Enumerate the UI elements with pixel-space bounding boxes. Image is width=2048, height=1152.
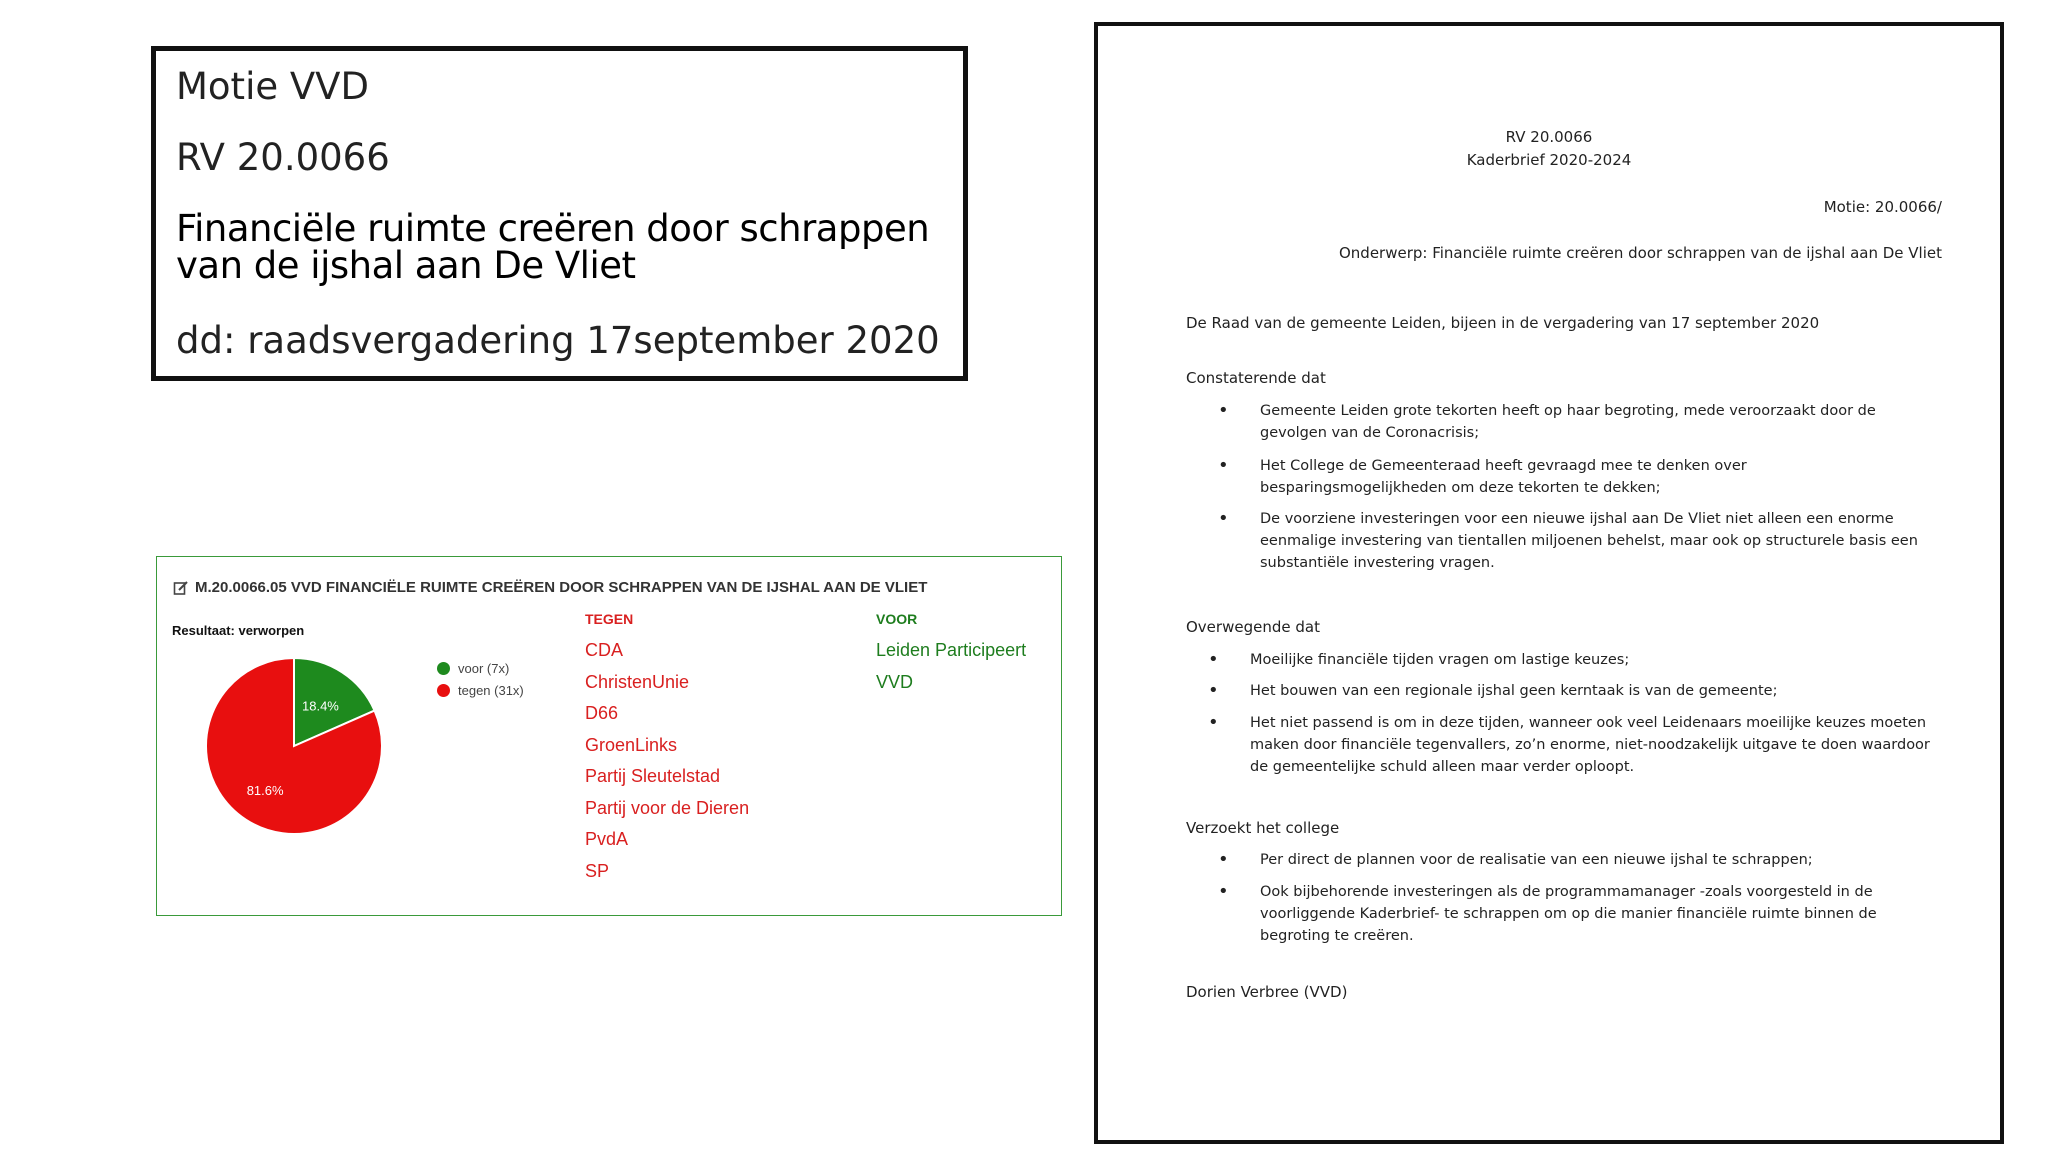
list-item-line: maken door financiële tegenvallers, zo’n enorme, niet-noodzakelijk uitgave te doen waardoor — [1250, 737, 1930, 753]
voor-header: VOOR — [876, 611, 918, 627]
constaterende-list — [1098, 400, 2000, 578]
doc-rv-number: RV 20.0066 — [1505, 128, 1593, 146]
doc-kaderbrief: Kaderbrief 2020-2024 — [1466, 151, 1632, 169]
pie-legend — [437, 657, 524, 701]
list-item-line: Gemeente Leiden grote tekorten heeft op haar begroting, mede veroorzaakt door de — [1260, 403, 1876, 419]
list-item-line: gevolgen van de Coronacrisis; — [1260, 425, 1480, 441]
meeting-date: dd: raadsvergadering 17september 2020 — [176, 319, 940, 363]
rv-number: RV 20.0066 — [176, 135, 390, 179]
tegen-column — [585, 611, 749, 887]
party-tegen: ChristenUnie — [585, 671, 690, 692]
doc-onderwerp: Onderwerp: Financiële ruimte creëren door schrappen van de ijshal aan De Vliet — [1338, 244, 1942, 262]
doc-signature: Dorien Verbree (VVD) — [1186, 983, 1348, 1001]
pie-label-tegen: 81.6% — [246, 783, 284, 799]
party-tegen: GroenLinks — [585, 734, 678, 755]
vote-result: Resultaat: verworpen — [172, 623, 305, 638]
list-item-line: Moeilijke financiële tijden vragen om lastige keuzes; — [1250, 652, 1630, 668]
bullet-icon: • — [1208, 649, 1219, 670]
list-item — [1098, 712, 2000, 782]
list-item-line: de gemeentelijke schuld alleen maar verder oploopt. — [1250, 759, 1635, 775]
list-item-line: voorliggende Kaderbrief- te schrappen om op die manier financiële ruimte binnen de — [1260, 906, 1877, 922]
motion-title: Financiële ruimte creëren door schrappen van de ijshal aan De Vliet — [176, 207, 930, 288]
party-tegen: PvdA — [585, 829, 629, 849]
bullet-icon: • — [1208, 712, 1219, 733]
party-tegen: Partij Sleutelstad — [585, 766, 721, 786]
list-item-line: Het College de Gemeenteraad heeft gevraagd mee te denken over — [1260, 458, 1747, 474]
list-item — [1098, 455, 2000, 508]
list-item-line: De voorziene investeringen voor een nieuwe ijshal aan De Vliet niet alleen een enorme — [1260, 511, 1894, 527]
list-item — [1098, 849, 2000, 881]
motion-title-box — [151, 46, 968, 381]
legend-item-tegen — [437, 679, 524, 701]
list-item-line: Het niet passend is om in deze tijden, wanneer ook veel Leidenaars moeilijke keuzes moeten — [1250, 715, 1927, 731]
tegen-header: TEGEN — [585, 611, 634, 627]
voor-column — [876, 611, 1026, 698]
vote-panel-header — [173, 579, 927, 596]
vote-result-panel — [156, 556, 1062, 916]
list-item — [1098, 508, 2000, 578]
doc-overwegende-heading: Overwegende dat — [1186, 618, 1320, 636]
motion-document — [1094, 22, 2004, 1144]
overwegende-list — [1098, 649, 2000, 782]
legend-voor-swatch — [437, 662, 450, 675]
party-voor: VVD — [876, 671, 914, 692]
bullet-icon: • — [1208, 680, 1219, 701]
party-tegen: D66 — [585, 703, 619, 723]
party-tegen: SP — [585, 860, 610, 881]
bullet-icon: • — [1218, 400, 1229, 421]
list-item — [1098, 400, 2000, 455]
party-voor: Leiden Participeert — [876, 640, 1027, 660]
list-item — [1098, 649, 2000, 680]
vote-pie-chart — [203, 655, 385, 837]
doc-motie-number: Motie: 20.0066/ — [1823, 198, 1942, 216]
doc-verzoekt-heading: Verzoekt het college — [1186, 819, 1340, 837]
list-item-line: besparingsmogelijkheden om deze tekorten te dekken; — [1260, 480, 1661, 496]
legend-tegen-swatch — [437, 684, 450, 697]
motion-label: Motie VVD — [176, 65, 369, 108]
list-item-line: begroting te creëren. — [1260, 928, 1414, 944]
legend-tegen-label: tegen (31x) — [458, 682, 524, 698]
list-item-line: Ook bijbehorende investeringen als de programmamanager -zoals voorgesteld in de — [1260, 884, 1873, 900]
bullet-icon: • — [1218, 849, 1229, 870]
doc-intro: De Raad van de gemeente Leiden, bijeen in de vergadering van 17 september 2020 — [1186, 314, 1820, 332]
party-tegen: CDA — [585, 640, 624, 660]
list-item-line: Per direct de plannen voor de realisatie van een nieuwe ijshal te schrappen; — [1260, 852, 1813, 868]
edit-icon — [173, 580, 189, 596]
doc-constaterende-heading: Constaterende dat — [1186, 369, 1326, 387]
legend-voor-label: voor (7x) — [458, 660, 510, 676]
list-item — [1098, 680, 2000, 712]
list-item — [1098, 881, 2000, 951]
bullet-icon: • — [1218, 508, 1229, 529]
vote-motion-title: M.20.0066.05 VVD FINANCIËLE RUIMTE CREËREN DOOR SCHRAPPEN VAN DE IJSHAL AAN DE VLIET — [195, 579, 928, 596]
list-item-line: Het bouwen van een regionale ijshal geen kerntaak is van de gemeente; — [1250, 683, 1778, 699]
legend-item-voor — [437, 657, 524, 679]
verzoekt-list — [1098, 849, 2000, 951]
list-item-line: substantiële investering vragen. — [1260, 555, 1495, 571]
bullet-icon: • — [1218, 455, 1229, 476]
list-item-line: eenmalige investering van tientallen miljoenen behelst, maar ook op structurele basis een — [1260, 533, 1918, 549]
party-tegen: Partij voor de Dieren — [585, 797, 750, 818]
bullet-icon: • — [1218, 881, 1229, 902]
pie-label-voor: 18.4% — [302, 698, 339, 714]
